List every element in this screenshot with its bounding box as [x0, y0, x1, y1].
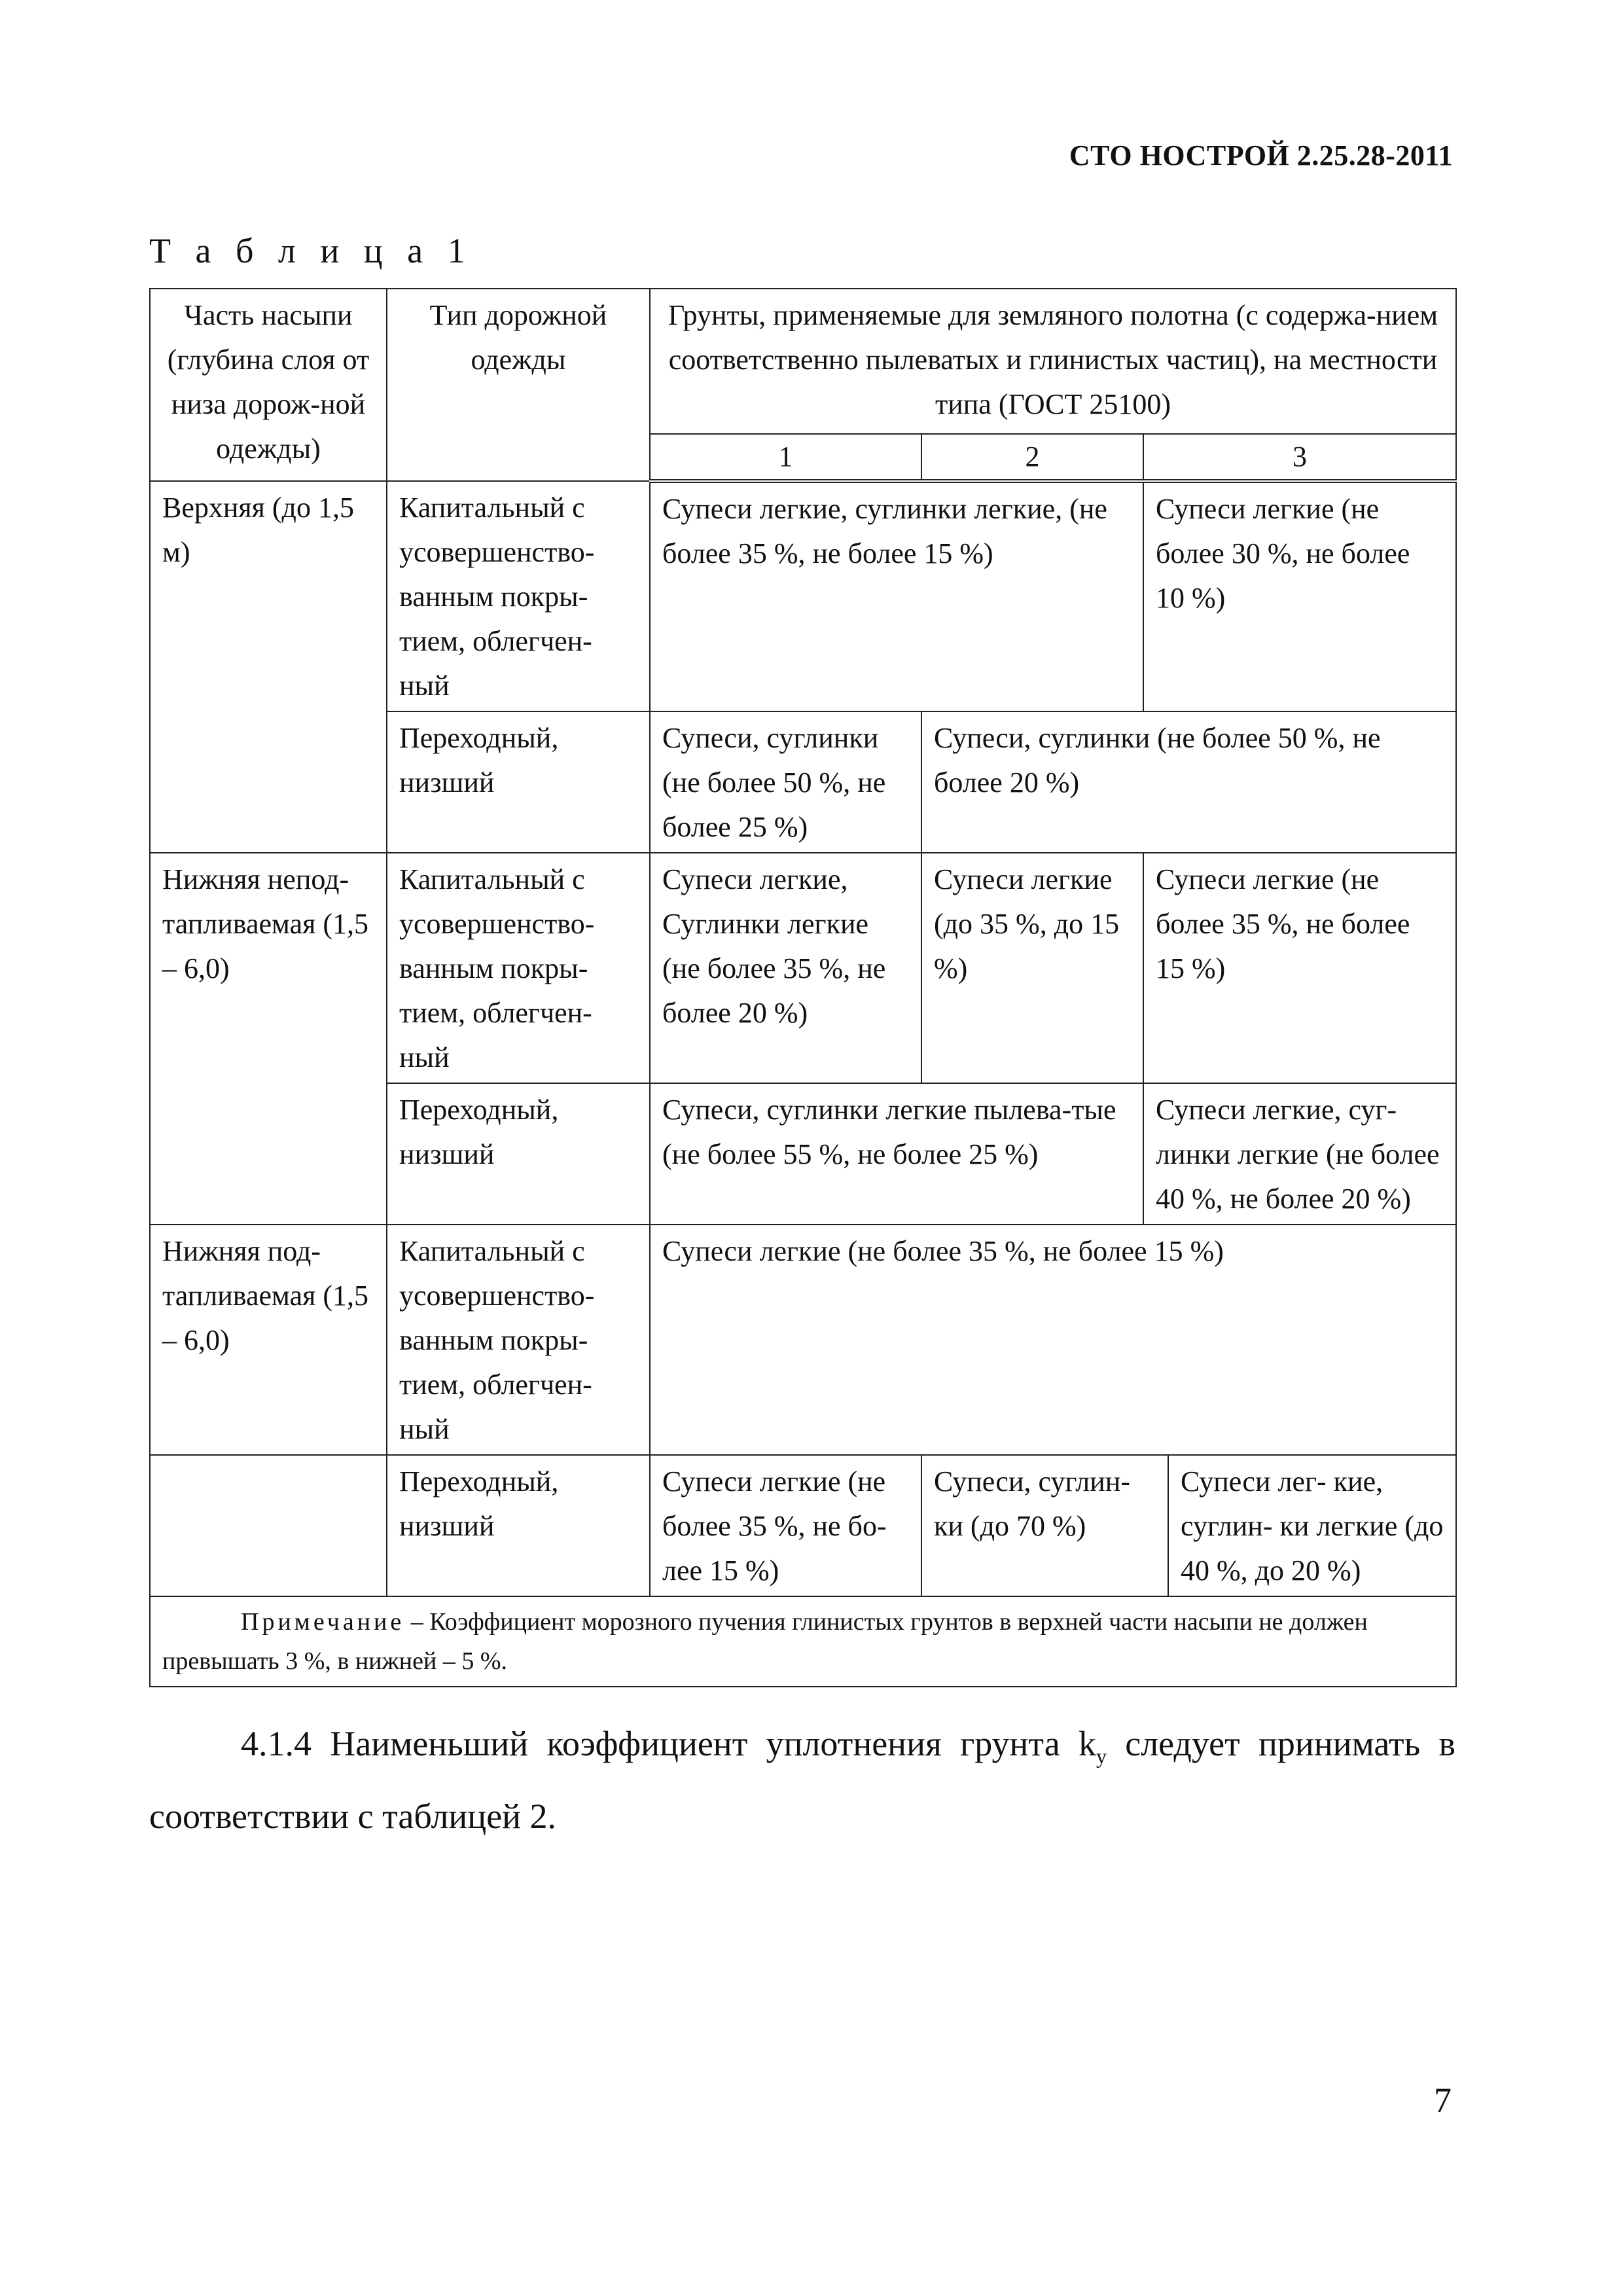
- cell-lower-nonflooded-transition-type: Переходный, низший: [387, 1083, 650, 1225]
- cell-lower-flooded-transition-type: Переходный, низший: [387, 1455, 650, 1596]
- table-row: [150, 1225, 1456, 1455]
- header-pavement-type: Тип дорожной одежды: [387, 289, 650, 481]
- standard-code-header: СТО НОСТРОЙ 2.25.28-2011: [1069, 139, 1453, 171]
- table-note-row: [150, 1596, 1456, 1687]
- cell-lower-flooded-transition-terrain-3: Супеси лег- кие, суглин- ки легкие (до 40 %, до 20 %): [1168, 1455, 1456, 1596]
- paragraph-subscript: у: [1096, 1744, 1107, 1768]
- note-text: – Коэффициент морозного пучения глинистых грунтов в верхней части насыпи не должен превышать 3 %, в нижней – 5 %.: [162, 1608, 1368, 1675]
- soil-requirements-table: [149, 288, 1457, 1687]
- cell-upper-capital-type: Капитальный с усовершенство-ванным покры-тием, облегчен-ный: [387, 481, 650, 711]
- paragraph-text-after: следует принимать в соответствии с таблицей 2.: [149, 1724, 1455, 1836]
- cell-upper-capital-terrain-3: Супеси легкие (не более 30 %, не более 10 %): [1143, 481, 1456, 711]
- header-soils: Грунты, применяемые для земляного полотна (с содержа-нием соответственно пылеватых и глинистых частиц), на местности типа (ГОСТ 25100): [650, 289, 1456, 434]
- table-row: [150, 481, 1456, 711]
- cell-upper-part: Верхняя (до 1,5 м): [150, 481, 387, 853]
- table-header-row: [150, 289, 1456, 434]
- cell-lower-nonflooded-capital-terrain-3: Супеси легкие (не более 35 %, не более 15 %): [1143, 853, 1456, 1083]
- header-embankment-part: Часть насыпи (глубина слоя от низа дорож-ной одежды): [150, 289, 387, 481]
- table-row: [150, 1455, 1456, 1596]
- cell-lower-flooded-transition-terrain-2: Супеси, суглин-ки (до 70 %): [921, 1455, 1168, 1596]
- cell-lower-nonflooded-transition-terrain-3: Супеси легкие, суг-линки легкие (не более 40 %, не более 20 %): [1143, 1083, 1456, 1225]
- cell-lower-flooded-capital-type: Капитальный с усовершенство-ванным покры-тием, облегчен-ный: [387, 1225, 650, 1455]
- cell-lower-flooded-transition-terrain-1: Супеси легкие (не более 35 %, не бо-лее 15 %): [650, 1455, 921, 1596]
- cell-lower-nonflooded-transition-terrain-1-2: Супеси, суглинки легкие пылева-тые (не более 55 %, не более 25 %): [650, 1083, 1143, 1225]
- cell-lower-nonflooded-capital-terrain-1: Супеси легкие, Суглинки легкие (не более 35 %, не более 20 %): [650, 853, 921, 1083]
- table-row: [150, 853, 1456, 1083]
- cell-lower-flooded-empty: [150, 1455, 387, 1596]
- header-terrain-1: 1: [650, 434, 921, 481]
- cell-lower-flooded-capital-terrain-1-3: Супеси легкие (не более 35 %, не более 15 %): [650, 1225, 1456, 1455]
- cell-lower-nonflooded-capital-type: Капитальный с усовершенство-ванным покры-тием, облегчен-ный: [387, 853, 650, 1083]
- page-number: 7: [1434, 2081, 1452, 2120]
- cell-upper-transition-terrain-1: Супеси, суглинки (не более 50 %, не более 25 %): [650, 711, 921, 853]
- cell-upper-transition-terrain-2-3: Супеси, суглинки (не более 50 %, не более 20 %): [921, 711, 1456, 853]
- cell-lower-nonflooded-capital-terrain-2: Супеси легкие (до 35 %, до 15 %): [921, 853, 1143, 1083]
- table-note: [150, 1596, 1456, 1687]
- cell-upper-capital-terrain-1-2: Супеси легкие, суглинки легкие, (не более 35 %, не более 15 %): [650, 481, 1143, 711]
- header-terrain-3: 3: [1143, 434, 1456, 481]
- table-caption: Т а б л и ц а 1: [149, 231, 473, 270]
- paragraph-4-1-4: [149, 1713, 1455, 1846]
- header-terrain-2: 2: [921, 434, 1143, 481]
- cell-upper-transition-type: Переходный, низший: [387, 711, 650, 853]
- cell-lower-nonflooded-part: Нижняя непод-тапливаемая (1,5 – 6,0): [150, 853, 387, 1225]
- cell-lower-flooded-part: Нижняя под-тапливаемая (1,5 – 6,0): [150, 1225, 387, 1455]
- note-label: Примечание: [241, 1608, 405, 1636]
- paragraph-text-before: 4.1.4 Наименьший коэффициент уплотнения грунта k: [241, 1724, 1096, 1763]
